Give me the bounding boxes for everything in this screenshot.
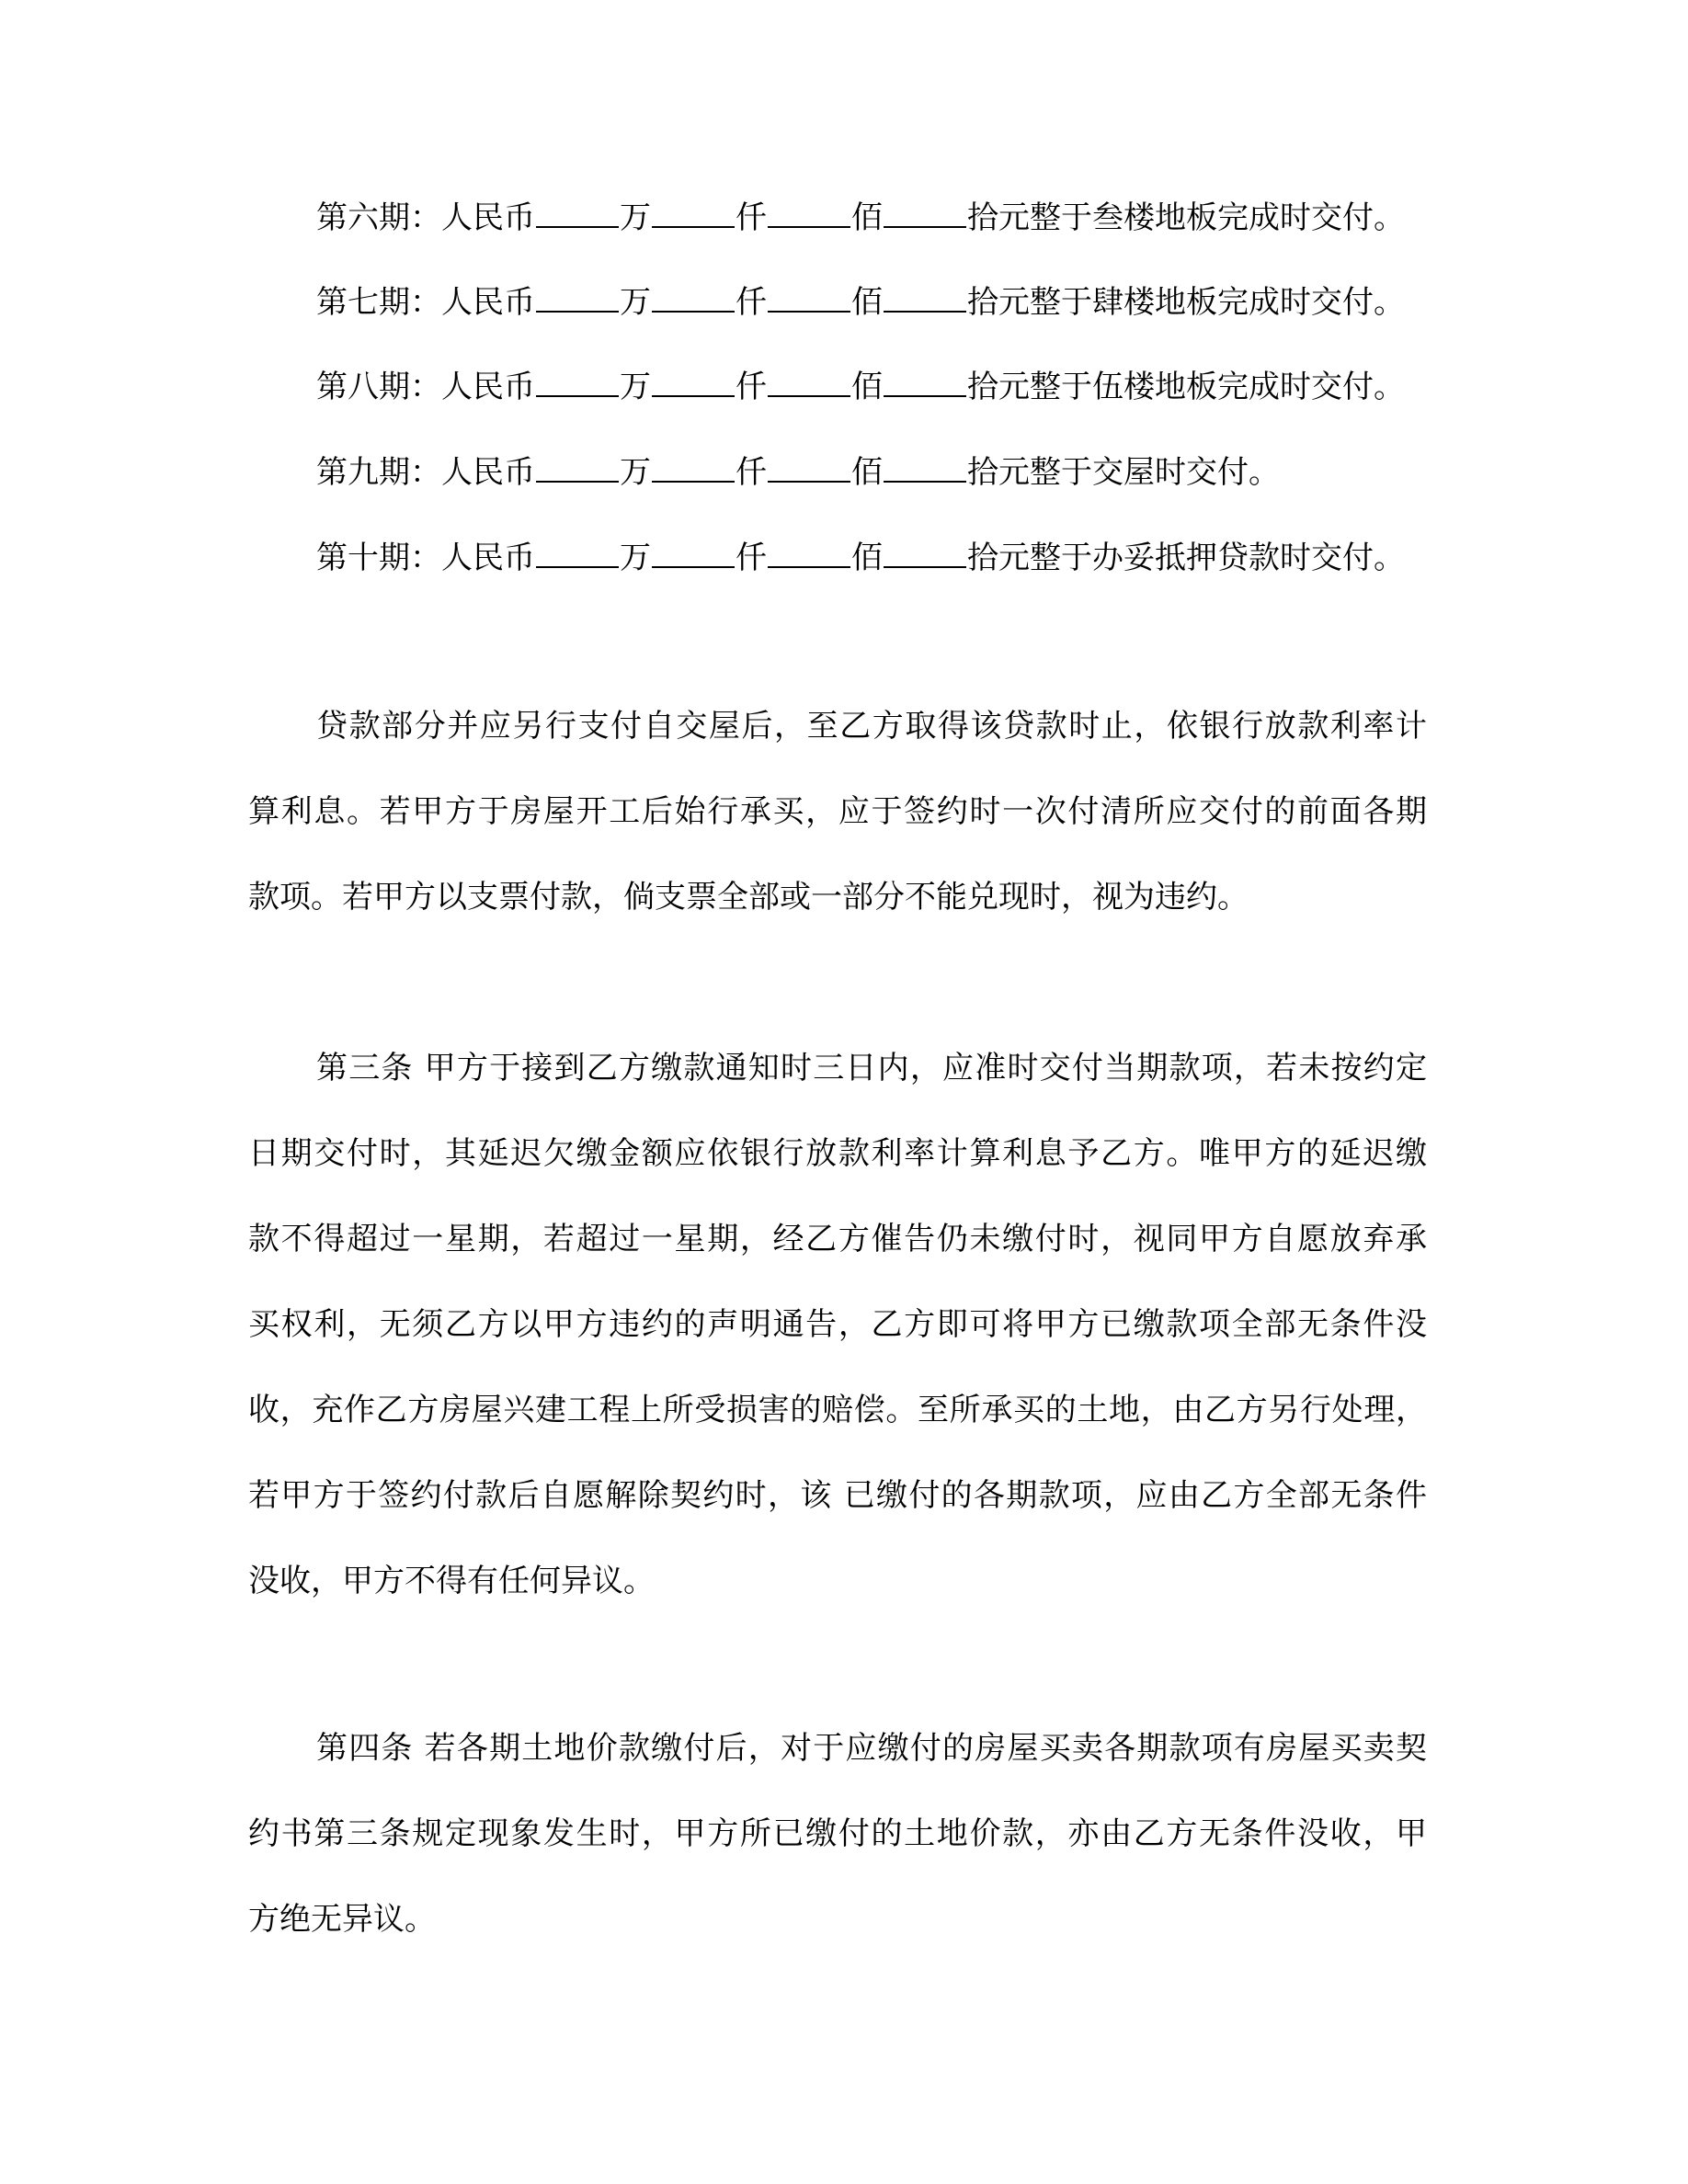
amount-blank	[884, 453, 966, 483]
installment-terms: 拾元整于肆楼地板完成时交付。	[967, 284, 1405, 321]
unit: 佰	[851, 540, 883, 576]
installment-label: 第八期：人民币	[316, 369, 535, 405]
text-line: 第四条 若各期土地价款缴付后，对于应缴付的房屋买卖各期款项有房屋买卖契	[316, 1730, 1427, 1767]
text-line: 方绝无异议。	[248, 1901, 436, 1938]
unit: 万	[620, 369, 651, 405]
unit: 万	[620, 540, 651, 576]
amount-blank	[536, 453, 619, 483]
text-line: 约书第三条规定现象发生时，甲方所已缴付的土地价款，亦由乙方无条件没收，甲	[248, 1815, 1427, 1852]
amount-blank	[884, 199, 966, 228]
text-line: 贷款部分并应另行支付自交屋后，至乙方取得该贷款时止，依银行放款利率计	[316, 708, 1427, 745]
amount-blank	[884, 368, 966, 397]
installment-terms: 拾元整于叁楼地板完成时交付。	[967, 199, 1405, 236]
amount-blank	[884, 539, 966, 568]
unit: 佰	[851, 199, 883, 236]
amount-blank	[884, 283, 966, 313]
text-line: 款项。若甲方以支票付款，倘支票全部或一部分不能兑现时，视为违约。	[248, 879, 1249, 916]
installment-label: 第六期：人民币	[316, 199, 535, 236]
unit: 仟	[736, 540, 767, 576]
installment-label: 第七期：人民币	[316, 284, 535, 321]
text-line: 款不得超过一星期，若超过一星期，经乙方催告仍未缴付时，视同甲方自愿放弃承	[248, 1221, 1427, 1257]
installment-label: 第九期：人民币	[316, 454, 535, 491]
installment-row-8	[316, 367, 1405, 407]
installment-row-6	[316, 198, 1405, 238]
text-line: 收，充作乙方房屋兴建工程上所受损害的赔偿。至所承买的土地，由乙方另行处理，	[248, 1392, 1427, 1428]
text-line: 日期交付时，其延迟欠缴金额应依银行放款利率计算利息予乙方。唯甲方的延迟缴	[248, 1135, 1427, 1172]
amount-blank	[652, 283, 735, 313]
text-line: 第三条 甲方于接到乙方缴款通知时三日内，应准时交付当期款项，若未按约定	[316, 1050, 1427, 1086]
amount-blank	[536, 539, 619, 568]
amount-blank	[768, 453, 850, 483]
text-line: 没收，甲方不得有任何异议。	[248, 1563, 655, 1599]
amount-blank	[768, 283, 850, 313]
amount-blank	[768, 539, 850, 568]
installment-row-10	[316, 538, 1405, 578]
installment-row-9	[316, 452, 1280, 493]
text-line: 买权利，无须乙方以甲方违约的声明通告，乙方即可将甲方已缴款项全部无条件没	[248, 1306, 1427, 1343]
installment-terms: 拾元整于办妥抵押贷款时交付。	[967, 540, 1405, 576]
installment-row-7	[316, 282, 1405, 323]
installment-terms: 拾元整于伍楼地板完成时交付。	[967, 369, 1405, 405]
unit: 万	[620, 454, 651, 491]
unit: 仟	[736, 199, 767, 236]
unit: 佰	[851, 369, 883, 405]
amount-blank	[536, 283, 619, 313]
amount-blank	[536, 368, 619, 397]
unit: 佰	[851, 454, 883, 491]
amount-blank	[652, 453, 735, 483]
amount-blank	[652, 199, 735, 228]
unit: 万	[620, 199, 651, 236]
unit: 仟	[736, 284, 767, 321]
unit: 仟	[736, 454, 767, 491]
unit: 佰	[851, 284, 883, 321]
text-line: 算利息。若甲方于房屋开工后始行承买，应于签约时一次付清所应交付的前面各期	[248, 793, 1427, 830]
amount-blank	[652, 539, 735, 568]
amount-blank	[536, 199, 619, 228]
installment-label: 第十期：人民币	[316, 540, 535, 576]
unit: 万	[620, 284, 651, 321]
amount-blank	[652, 368, 735, 397]
unit: 仟	[736, 369, 767, 405]
amount-blank	[768, 199, 850, 228]
text-line: 若甲方于签约付款后自愿解除契约时，该 已缴付的各期款项，应由乙方全部无条件	[248, 1477, 1427, 1514]
installment-terms: 拾元整于交屋时交付。	[967, 454, 1280, 491]
amount-blank	[768, 368, 850, 397]
